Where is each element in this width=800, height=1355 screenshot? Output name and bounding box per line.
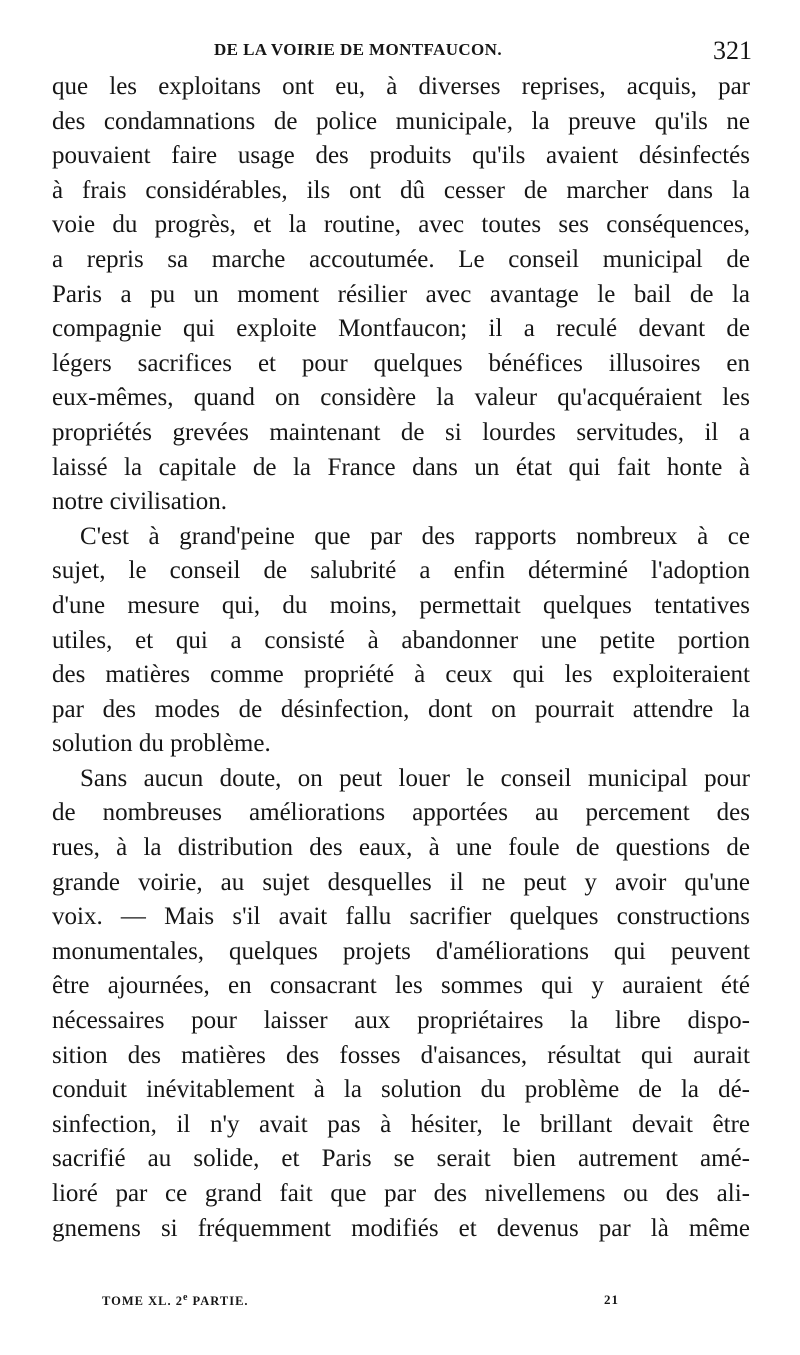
text-line: compagnie qui exploite Montfaucon; il a reculé devant de bbox=[52, 315, 750, 343]
running-head bbox=[0, 36, 800, 70]
signature-superscript: e bbox=[182, 1292, 189, 1303]
text-line: propriétés grevées maintenant de si lourdes servitudes, il a bbox=[52, 418, 750, 446]
text-line: sition des matières des fosses d'aisances, résultat qui aurait bbox=[52, 1041, 750, 1069]
page-number: 321 bbox=[713, 36, 752, 65]
text-line: sacrifié au solide, et Paris se serait bien autrement amé- bbox=[52, 1145, 750, 1173]
text-line: que les exploitans ont eu, à diverses reprises, acquis, par bbox=[52, 73, 750, 100]
text-line: conduit inévitablement à la solution du problème de la dé- bbox=[52, 1076, 750, 1104]
running-title: DE LA VOIRIE DE MONTFAUCON. bbox=[214, 40, 502, 59]
text-line: sujet, le conseil de salubrité a enfin déterminé l'adoption bbox=[52, 557, 750, 585]
text-line: pouvaient faire usage des produits qu'ils avaient désinfectés bbox=[52, 142, 750, 170]
text-line: gnemens si fréquemment modifiés et devenus par là même bbox=[52, 1214, 750, 1242]
text-line: d'une mesure qui, du moins, permettait quelques tentatives bbox=[52, 591, 750, 619]
text-line: a repris sa marche accoutumée. Le conseil municipal de bbox=[52, 245, 750, 273]
volume-signature bbox=[102, 1292, 249, 1309]
text-line: utiles, et qui a consisté à abandonner une petite portion bbox=[52, 626, 750, 654]
page-footer bbox=[0, 1292, 800, 1316]
text-line: par des modes de désinfection, dont on pourrait attendre la bbox=[52, 695, 750, 723]
text-line: notre civilisation. bbox=[52, 488, 227, 516]
text-line: C'est à grand'peine que par des rapports nombreux à ce bbox=[80, 522, 750, 550]
text-line: des condamnations de police municipale, la preuve qu'ils ne bbox=[52, 107, 750, 135]
text-line: voix. — Mais s'il avait fallu sacrifier quelques constructions bbox=[52, 903, 750, 931]
text-line: lioré par ce grand fait que par des nivellemens ou des ali- bbox=[52, 1180, 750, 1207]
signature-suffix: PARTIE. bbox=[188, 1294, 249, 1309]
text-line: rues, à la distribution des eaux, à une foule de questions de bbox=[52, 834, 750, 862]
body-text bbox=[52, 70, 750, 1246]
text-line: des matières comme propriété à ceux qui les exploiteraient bbox=[52, 661, 750, 689]
text-line: laissé la capitale de la France dans un état qui fait honte à bbox=[52, 453, 750, 481]
paragraph bbox=[52, 520, 750, 762]
text-line: être ajournées, en consacrant les sommes qui y auraient été bbox=[52, 972, 750, 1000]
text-line: monumentales, quelques projets d'améliorations qui peuvent bbox=[52, 937, 750, 965]
text-line: à frais considérables, ils ont dû cesser de marcher dans la bbox=[52, 176, 750, 204]
signature-prefix: TOME XL. 2 bbox=[102, 1294, 183, 1309]
text-line: grande voirie, au sujet desquelles il ne peut y avoir qu'une bbox=[52, 868, 750, 896]
text-line: solution du problème. bbox=[52, 730, 271, 758]
text-line: sinfection, il n'y avait pas à hésiter, le brillant devait être bbox=[52, 1110, 750, 1138]
sheet-number: 21 bbox=[604, 1292, 619, 1307]
text-line: voie du progrès, et la routine, avec toutes ses conséquences, bbox=[52, 211, 750, 239]
text-line: légers sacrifices et pour quelques bénéfices illusoires en bbox=[52, 349, 750, 377]
text-line: Sans aucun doute, on peut louer le conseil municipal pour bbox=[80, 764, 750, 792]
paragraph bbox=[52, 762, 750, 1246]
text-line: nécessaires pour laisser aux propriétaires la libre dispo- bbox=[52, 1007, 750, 1035]
paragraph bbox=[52, 70, 750, 520]
text-line: eux-mêmes, quand on considère la valeur qu'acquéraient les bbox=[52, 384, 750, 412]
text-line: de nombreuses améliorations apportées au percement des bbox=[52, 799, 750, 827]
text-line: Paris a pu un moment résilier avec avantage le bail de la bbox=[52, 280, 750, 308]
